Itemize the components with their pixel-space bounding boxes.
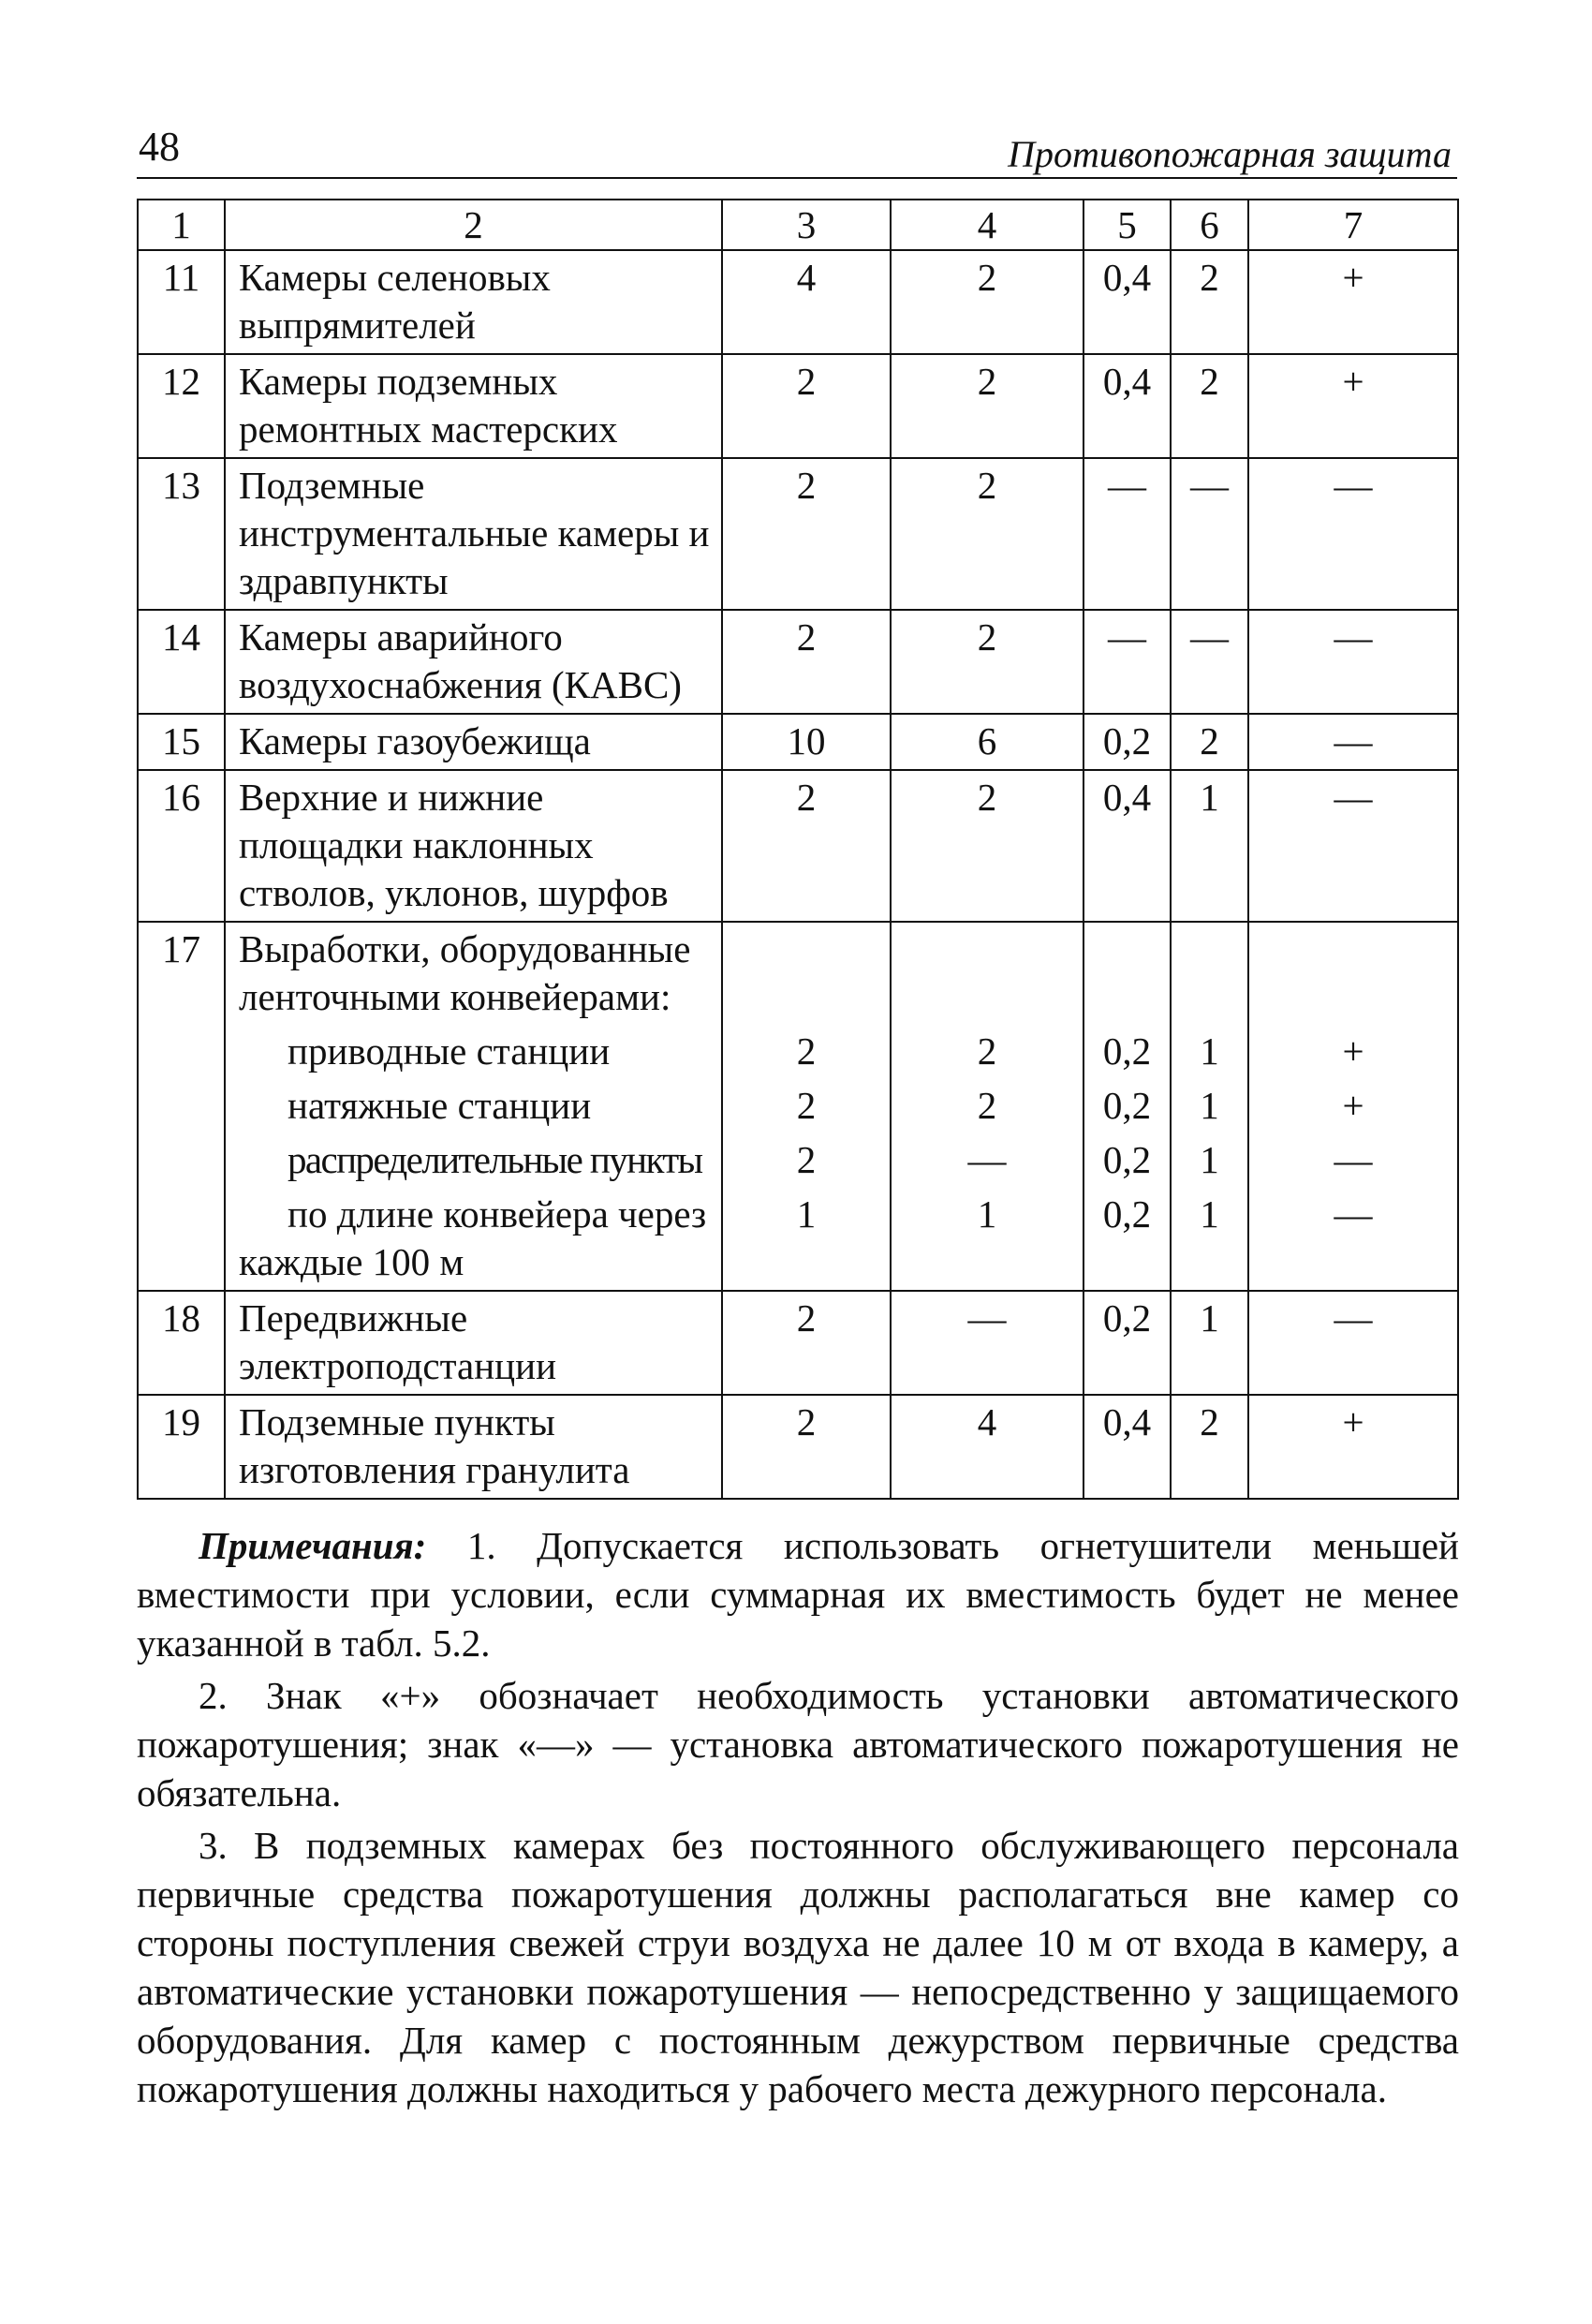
table-row — [138, 458, 1458, 610]
cell-col6: — — [1171, 610, 1248, 714]
cell-col5: 0,2 — [1083, 1025, 1171, 1079]
table-row — [138, 714, 1458, 770]
empty-cell — [138, 1025, 225, 1079]
row-name: Камеры селеновых выпрямителей — [225, 250, 722, 354]
note-3: 3. В подземных камерах без постоянного обслуживающего персонала первичные средства пожаротушения должны располагаться вне камер со стороны поступления свежей струи воздуха не далее 10 м от входа в камеру, а автоматические установки пожаротушения — непосредственно у защищаемого оборудования. Для камер с постоянным дежурством первичные средства пожаротушения должны находиться у рабочего места дежурного персонала. — [137, 1824, 1459, 2110]
cell-col3: 10 — [722, 714, 891, 770]
row-name: Передвижные электроподстанции — [225, 1291, 722, 1395]
cell-col5: 0,2 — [1083, 714, 1171, 770]
row-name: Камеры аварийного воздухоснабжения (КАВС) — [225, 610, 722, 714]
empty-cell — [1248, 922, 1458, 1025]
subrow-name: распределительные пункты — [225, 1133, 722, 1188]
cell-col6: 2 — [1171, 354, 1248, 458]
row-name: Подземные инструментальные камеры и здравпункты — [225, 458, 722, 610]
row-name: Выработки, оборудованные ленточными конвейерами: — [225, 922, 722, 1025]
cell-col5: 0,4 — [1083, 354, 1171, 458]
cell-col5: — — [1083, 610, 1171, 714]
cell-col4: 1 — [891, 1188, 1083, 1291]
cell-col3: 2 — [722, 770, 891, 922]
column-number: 2 — [225, 200, 722, 250]
cell-col3: 2 — [722, 1395, 891, 1499]
subrow-name: по длине конвейера через каждые 100 м — [225, 1188, 722, 1291]
cell-col3: 4 — [722, 250, 891, 354]
cell-col7: — — [1248, 714, 1458, 770]
subrow-name: приводные станции — [225, 1025, 722, 1079]
cell-col5: 0,4 — [1083, 250, 1171, 354]
cell-col7: + — [1248, 354, 1458, 458]
table-row — [138, 1291, 1458, 1395]
cell-col6: 1 — [1171, 770, 1248, 922]
row-number: 12 — [138, 354, 225, 458]
row-name: Камеры газоубежища — [225, 714, 722, 770]
cell-col4: — — [891, 1133, 1083, 1188]
table-subrow — [138, 1079, 1458, 1133]
empty-cell — [1171, 922, 1248, 1025]
cell-col6: 2 — [1171, 1395, 1248, 1499]
cell-col4: 2 — [891, 770, 1083, 922]
column-number: 4 — [891, 200, 1083, 250]
cell-col5: 0,2 — [1083, 1133, 1171, 1188]
empty-cell — [138, 1133, 225, 1188]
row-name: Подземные пункты изготовления гранулита — [225, 1395, 722, 1499]
empty-cell — [722, 922, 891, 1025]
column-number: 5 — [1083, 200, 1171, 250]
row-name: Камеры подземных ремонтных мастерских — [225, 354, 722, 458]
row-number: 19 — [138, 1395, 225, 1499]
cell-col7: — — [1248, 458, 1458, 610]
cell-col3: 2 — [722, 610, 891, 714]
table-row — [138, 1395, 1458, 1499]
cell-col7: + — [1248, 1025, 1458, 1079]
cell-col6: 1 — [1171, 1188, 1248, 1291]
cell-col4: 6 — [891, 714, 1083, 770]
cell-col6: — — [1171, 458, 1248, 610]
cell-col4: 2 — [891, 1079, 1083, 1133]
cell-col5: 0,2 — [1083, 1291, 1171, 1395]
cell-col5: 0,2 — [1083, 1188, 1171, 1291]
cell-col3: 2 — [722, 1025, 891, 1079]
column-number: 6 — [1171, 200, 1248, 250]
table-subrow — [138, 1025, 1458, 1079]
cell-col4: 2 — [891, 354, 1083, 458]
cell-col7: — — [1248, 1291, 1458, 1395]
cell-col7: — — [1248, 1188, 1458, 1291]
notes-section — [137, 1521, 1459, 2117]
cell-col3: 2 — [722, 458, 891, 610]
empty-cell — [891, 922, 1083, 1025]
cell-col7: + — [1248, 1395, 1458, 1499]
row-number: 17 — [138, 922, 225, 1025]
empty-cell — [138, 1188, 225, 1291]
table-subrow — [138, 1133, 1458, 1188]
row-number: 13 — [138, 458, 225, 610]
cell-col6: 2 — [1171, 250, 1248, 354]
cell-col7: + — [1248, 250, 1458, 354]
cell-col4: 2 — [891, 610, 1083, 714]
row-number: 16 — [138, 770, 225, 922]
row-number: 11 — [138, 250, 225, 354]
row-number: 14 — [138, 610, 225, 714]
table-subrow — [138, 1188, 1458, 1291]
note-2: 2. Знак «+» обозначает необходимость установки автоматического пожаротушения; знак «—» — установка автоматического пожаротушения не обязательна. — [137, 1674, 1459, 1814]
table-row — [138, 354, 1458, 458]
cell-col6: 1 — [1171, 1025, 1248, 1079]
subrow-name: натяжные станции — [225, 1079, 722, 1133]
cell-col3: 2 — [722, 1079, 891, 1133]
column-number: 1 — [138, 200, 225, 250]
cell-col7: + — [1248, 1079, 1458, 1133]
table-row — [138, 250, 1458, 354]
running-title: Противопожарная защита — [1008, 133, 1452, 175]
cell-col3: 2 — [722, 1133, 891, 1188]
cell-col3: 2 — [722, 1291, 891, 1395]
cell-col6: 1 — [1171, 1133, 1248, 1188]
cell-col5: 0,2 — [1083, 1079, 1171, 1133]
page-number: 48 — [139, 124, 180, 170]
cell-col5: 0,4 — [1083, 1395, 1171, 1499]
note-1-text: 1. Допускается использовать огнетушители меньшей вместимости при условии, если суммарная их вместимость будет не менее указанной в табл. 5.2. — [137, 1524, 1459, 1665]
equipment-norms-table — [137, 199, 1459, 1500]
cell-col4: 2 — [891, 250, 1083, 354]
column-number-row — [138, 200, 1458, 250]
cell-col4: — — [891, 1291, 1083, 1395]
column-number: 3 — [722, 200, 891, 250]
cell-col7: — — [1248, 610, 1458, 714]
cell-col7: — — [1248, 770, 1458, 922]
cell-col4: 2 — [891, 1025, 1083, 1079]
column-number: 7 — [1248, 200, 1458, 250]
notes-label: Примечания: — [199, 1524, 427, 1567]
cell-col4: 4 — [891, 1395, 1083, 1499]
cell-col3: 1 — [722, 1188, 891, 1291]
row-name: Верхние и нижние площадки наклонных стволов, уклонов, шурфов — [225, 770, 722, 922]
empty-cell — [1083, 922, 1171, 1025]
note-1 — [137, 1521, 1459, 1667]
empty-cell — [138, 1079, 225, 1133]
table-row — [138, 610, 1458, 714]
row-number: 15 — [138, 714, 225, 770]
table-row-group-header — [138, 922, 1458, 1025]
cell-col6: 2 — [1171, 714, 1248, 770]
cell-col5: 0,4 — [1083, 770, 1171, 922]
cell-col6: 1 — [1171, 1079, 1248, 1133]
table-row — [138, 770, 1458, 922]
row-number: 18 — [138, 1291, 225, 1395]
cell-col3: 2 — [722, 354, 891, 458]
cell-col4: 2 — [891, 458, 1083, 610]
cell-col5: — — [1083, 458, 1171, 610]
cell-col7: — — [1248, 1133, 1458, 1188]
cell-col6: 1 — [1171, 1291, 1248, 1395]
header-rule — [137, 177, 1457, 179]
